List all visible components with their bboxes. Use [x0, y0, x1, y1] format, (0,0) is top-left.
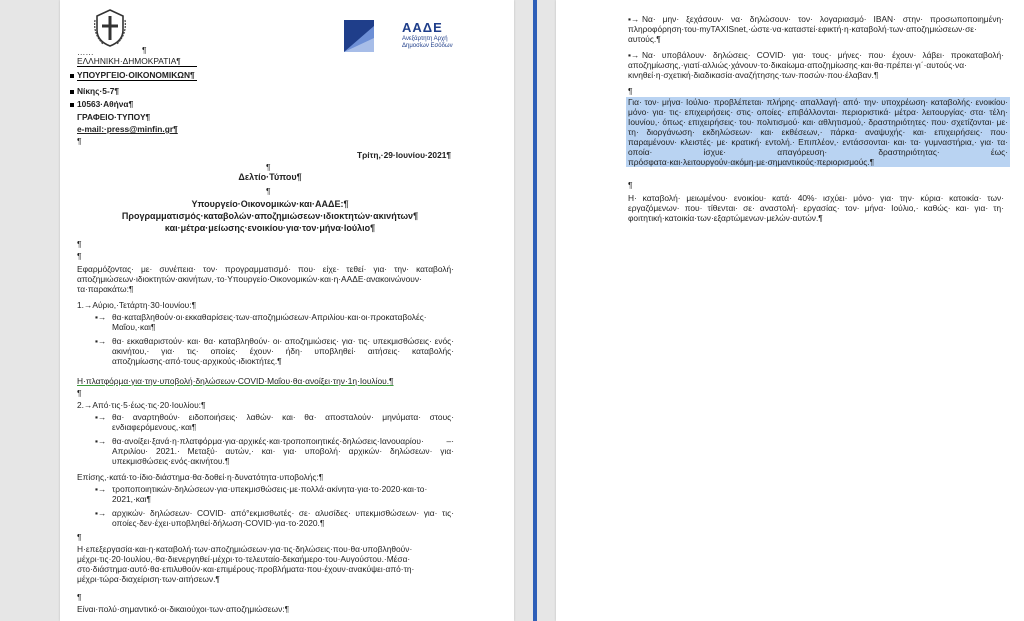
subtitle-3: και·μέτρα·μείωσης·ενοικίου·για·τον·μήνα·Ιούλιο¶: [164, 223, 376, 233]
header-line-email[interactable]: e-mail:·press@minfin.gr¶: [77, 124, 178, 134]
bullet-icon: ▪→: [95, 436, 107, 446]
pilcrow: ¶: [628, 180, 633, 190]
item-1-heading: 1.→Αύριο,·Τετάρτη·30·Ιουνίου:¶: [77, 300, 197, 310]
right-paragraph-4: Η· καταβολή· μειωμένου· ενοικίου· κατά· 40%· ισχύει· μόνο· για· την· κύρια· κατοικία· των· εργαζόμενων· που· τίθενται· σε· αναστολή· εργασίας· τον· μήνα· Ιούλιο,· καθώς· και· για· τη· φοιτητική·κατοικία·των·εξαρτώμενων·μελών·αυτών.¶: [628, 193, 1004, 223]
item-2-heading: 2.→Από·τις·5·έως·τις·20·Ιουλίου:¶: [77, 400, 206, 410]
greek-coat-of-arms-icon: [93, 8, 127, 48]
dots: ……: [77, 47, 94, 57]
aade-logo-sub2: Δημοσίων Εσόδων: [402, 43, 453, 49]
pilcrow: ¶: [77, 388, 82, 398]
aade-logo-sub1: Ανεξάρτητη Αρχή: [402, 36, 448, 42]
right-paragraph-2: Να· υποβάλουν· δηλώσεις· COVID· για· τους· μήνες· που· έχουν· λάβει· προκαταβολή· αποζημίωσης,·γιατί·αλλιώς·χάνουν·το·δικαίωμα·αποζημίωσης·και·θα·πρέπει·γι΄·αυτούς·να· κινηθεί·η·σχετική·διαδικασία·αναζήτησης·των·ποσών·που·έλαβαν.¶: [628, 50, 1004, 80]
press-release-title: Δελτίο·Τύπου¶: [238, 172, 302, 182]
bullet-icon: ▪→: [95, 312, 107, 322]
pilcrow: ¶: [77, 532, 82, 542]
bullet-icon: ▪→: [95, 412, 107, 422]
document-page-left[interactable]: [60, 0, 514, 621]
bullet-icon: ▪→: [95, 508, 107, 518]
item-1-bullet-2: θα· εκκαθαριστούν· και· θα· καταβληθούν· οι· αποζημιώσεις· για· τις· υπεκμισθώσεις· ενός· ακινήτου,· για· τις· οποίες· έχουν· ήδη· υποβληθεί· αιτήσεις· καταβολής· αποζημίωσης·από·τους·αρχικούς·ιδιοκτήτες.¶: [112, 336, 454, 366]
header-line-1: ΕΛΛΗΝΙΚΗ·ΔΗΜΟΚΡΑΤΙΑ¶: [77, 56, 181, 66]
bullet-icon: ▪→: [95, 336, 107, 346]
aade-logo-icon: [344, 20, 374, 52]
document-page-right[interactable]: [556, 0, 1024, 621]
intro-paragraph: Εφαρμόζοντας· με· συνέπεια· τον· προγραμματισμό· που· είχε· τεθεί· για· την· καταβολή· αποζημιώσεων·ιδιοκτητών·ακινήτων,·το·Υπουργείο·Οικονομικών·και·η·ΑΑΔΕ·ανακοινώνουν· τα·παρακάτω:¶: [77, 264, 454, 294]
pilcrow: ¶: [142, 45, 147, 55]
pilcrow: ¶: [77, 136, 82, 146]
window-divider: [533, 0, 537, 621]
bullet-icon: ▪→: [95, 484, 107, 494]
pilcrow: ¶: [77, 251, 82, 261]
pilcrow: ¶: [266, 162, 271, 172]
subtitle-2: Προγραμματισμός·καταβολών·αποζημιώσεων·ιδιοκτητών·ακινήτων¶: [121, 211, 419, 221]
header-line-3: Νίκης·5-7¶: [70, 86, 119, 96]
header-line-4: 10563·Αθήνα¶: [70, 99, 133, 109]
item-1-bullet-1: θα·καταβληθούν·οι·εκκαθαρίσεις·των·αποζημιώσεων·Απριλίου·και·οι·προκαταβολές· Μαΐου,·και¶: [112, 312, 427, 332]
also-bullet-2: αρχικών· δηλώσεων· COVID· από°εκμισθωτές· σε· αλυσίδες· υπεκμισθώσεων· για· τις· οποίες·δεν·έχει·υποβληθεί·δήλωση·COVID·για·το·2020.¶: [112, 508, 454, 528]
important-heading: Είναι·πολύ·σημαντικό·οι·δικαιούχοι·των·αποζημιώσεων:¶: [77, 604, 290, 614]
header-line-2: ΥΠΟΥΡΓΕΙΟ·ΟΙΚΟΝΟΜΙΚΩΝ¶: [70, 70, 195, 80]
item-2-bullet-2: θα·ανοίξει·ξανά·η·πλατφόρμα·για·αρχικές·και·τροποποιητικές·δηλώσεις·Ιανουαρίου· –· Απριλίου· 2021.· Μεταξύ· αυτών,· και· για· υποβολή· αρχικών· δηλώσεων· για· υπεκμισθώσεις·ενός·ακινήτου.¶: [112, 436, 454, 466]
subtitle-1: Υπουργείο·Οικονομικών·και·ΑΑΔΕ:¶: [191, 199, 349, 209]
platform-note: Η·πλατφόρμα·για·την·υποβολή·δηλώσεων·COVID·Μαΐου·θα·ανοίξει·την·1η·Ιουλίου.¶: [77, 376, 394, 386]
pilcrow: ¶: [77, 239, 82, 249]
aade-logo: [344, 20, 494, 54]
bullet-icon: ▪→: [628, 14, 640, 24]
item-2-bullet-1: θα· αναρτηθούν· ειδοποιήσεις· λαθών· και· θα· αποσταλούν· μηνύματα· στους· ενδιαφερόμενους,·και¶: [112, 412, 454, 432]
processing-paragraph: Η·επεξεργασία·και·η·καταβολή·των·αποζημιώσεων·για·τις·δηλώσεις·που·θα·υποβληθούν· μέχρι·τις·20·Ιουλίου,·θα·διενεργηθεί·μέχρι·το·τελευταίο·δεκαήμερο·του·Αυγούστου.·Μέσα· στο·διάστημα·αυτό·θα·επιλυθούν·και·επιμέρους·προβλήματα·που·έχουν·ανακύψει·από·τη· μέχρι·τώρα·διαχείριση·των·αιτήσεων.¶: [77, 544, 415, 584]
also-bullet-1: τροποποιητικών·δηλώσεων·για·υπεκμισθώσεις·με·πολλά·ακίνητα·για·το·2020·και·το· 2021,·και¶: [112, 484, 428, 504]
also-heading: Επίσης,·κατά·το·ίδιο·διάστημα·θα·δοθεί·η·δυνατότητα·υποβολής:¶: [77, 472, 324, 482]
header-rule: [77, 66, 197, 67]
selected-paragraph[interactable]: Για· τον· μήνα· Ιούλιο· προβλέπεται· πλήρης· απαλλαγή· από· την· υποχρέωση· καταβολής· ενοικίου· μόνο· για· τις· επιχειρήσεις· στις· οποίες· επιβάλλονται· περιοριστικά· μέτρα· λειτουργίας· στα· τέλη· Ιουνίου,· όπως· επιχειρήσεις· του· πολιτισμού· και· αθλητισμού,· δραστηριότητες· που· σχετίζονται· με· τη· διοργάνωση· εκδηλώσεων· και· εκθέσεων,· πάρκα· αναψυχής· και· επιχειρήσεις· που· παραμένουν· κλειστές· με· κρατική· εντολή.· Επιπλέον,· εντάσσονται· και· τα· γυμναστήρια,· για· τα· οποία· ίσχυε· απαγόρευση· δραστηριότητας· έως· πρόσφατα·και·λειτουργούν·ακόμη·με·σημαντικούς·περιορισμούς.¶: [628, 97, 1008, 167]
header-rule-2: [77, 80, 197, 81]
pilcrow: ¶: [628, 86, 633, 96]
aade-logo-title: ΑΑΔΕ: [402, 20, 443, 35]
date: Τρίτη,·29·Ιουνίου·2021¶: [357, 150, 452, 160]
pilcrow: ¶: [77, 592, 82, 602]
right-paragraph-1: Να· μην· ξεχάσουν· να· δηλώσουν· τον· λογαριασμό· IBAN· στην· προσωποποιημένη· πληροφόρηση·του·myTAXISnet,·ώστε·να·καταστεί·εφικτή·η·καταβολή·των·αποζημιώσεων·σε· αυτούς.¶: [628, 14, 1004, 44]
pilcrow: ¶: [266, 186, 271, 196]
bullet-icon: ▪→: [628, 50, 640, 60]
header-line-5: ΓΡΑΦΕΙΟ·ΤΥΠΟΥ¶: [77, 112, 151, 122]
aade-logo-subtitle: [402, 36, 453, 50]
